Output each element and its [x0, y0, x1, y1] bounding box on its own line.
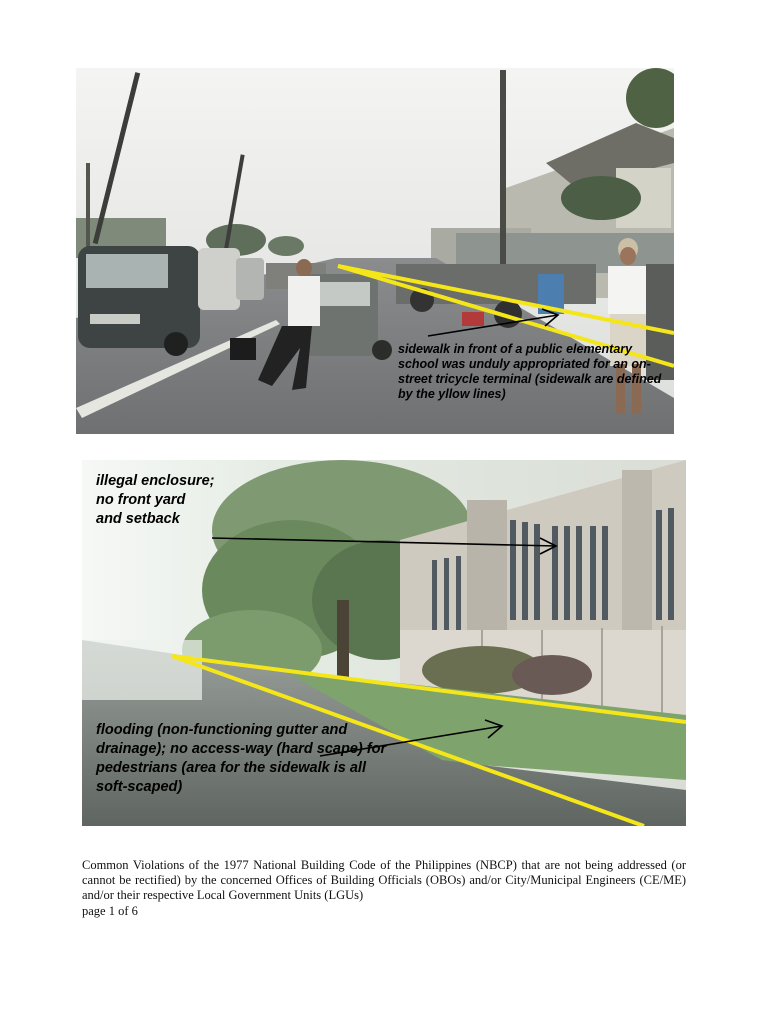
- street-photo: [76, 68, 674, 434]
- enclosure-annotation: illegal enclosure; no front yard and setback: [96, 473, 215, 527]
- document-caption: Common Violations of the 1977 National Building Code of the Philippines (NBCP) that are not being addressed (or cannot be rectified) by the concerned Offices of Building Officials (OBOs) and/or City/Municipal Engineers (CE/ME) and/or their respective Local Government Units (LGUs): [82, 858, 686, 902]
- flooding-annotation: flooding (non-functioning gutter and drainage); no access-way (hard scape) for pedestrians (area for the sidewalk is all soft-scaped): [96, 722, 387, 795]
- page-number: page 1 of 6: [82, 904, 138, 918]
- enclosure-photo: [82, 460, 686, 826]
- sidewalk-annotation: sidewalk in front of a public elementary school was unduly appropriated for an on-street tricycle terminal (sidewalk are defined by the yllow lines): [398, 342, 662, 401]
